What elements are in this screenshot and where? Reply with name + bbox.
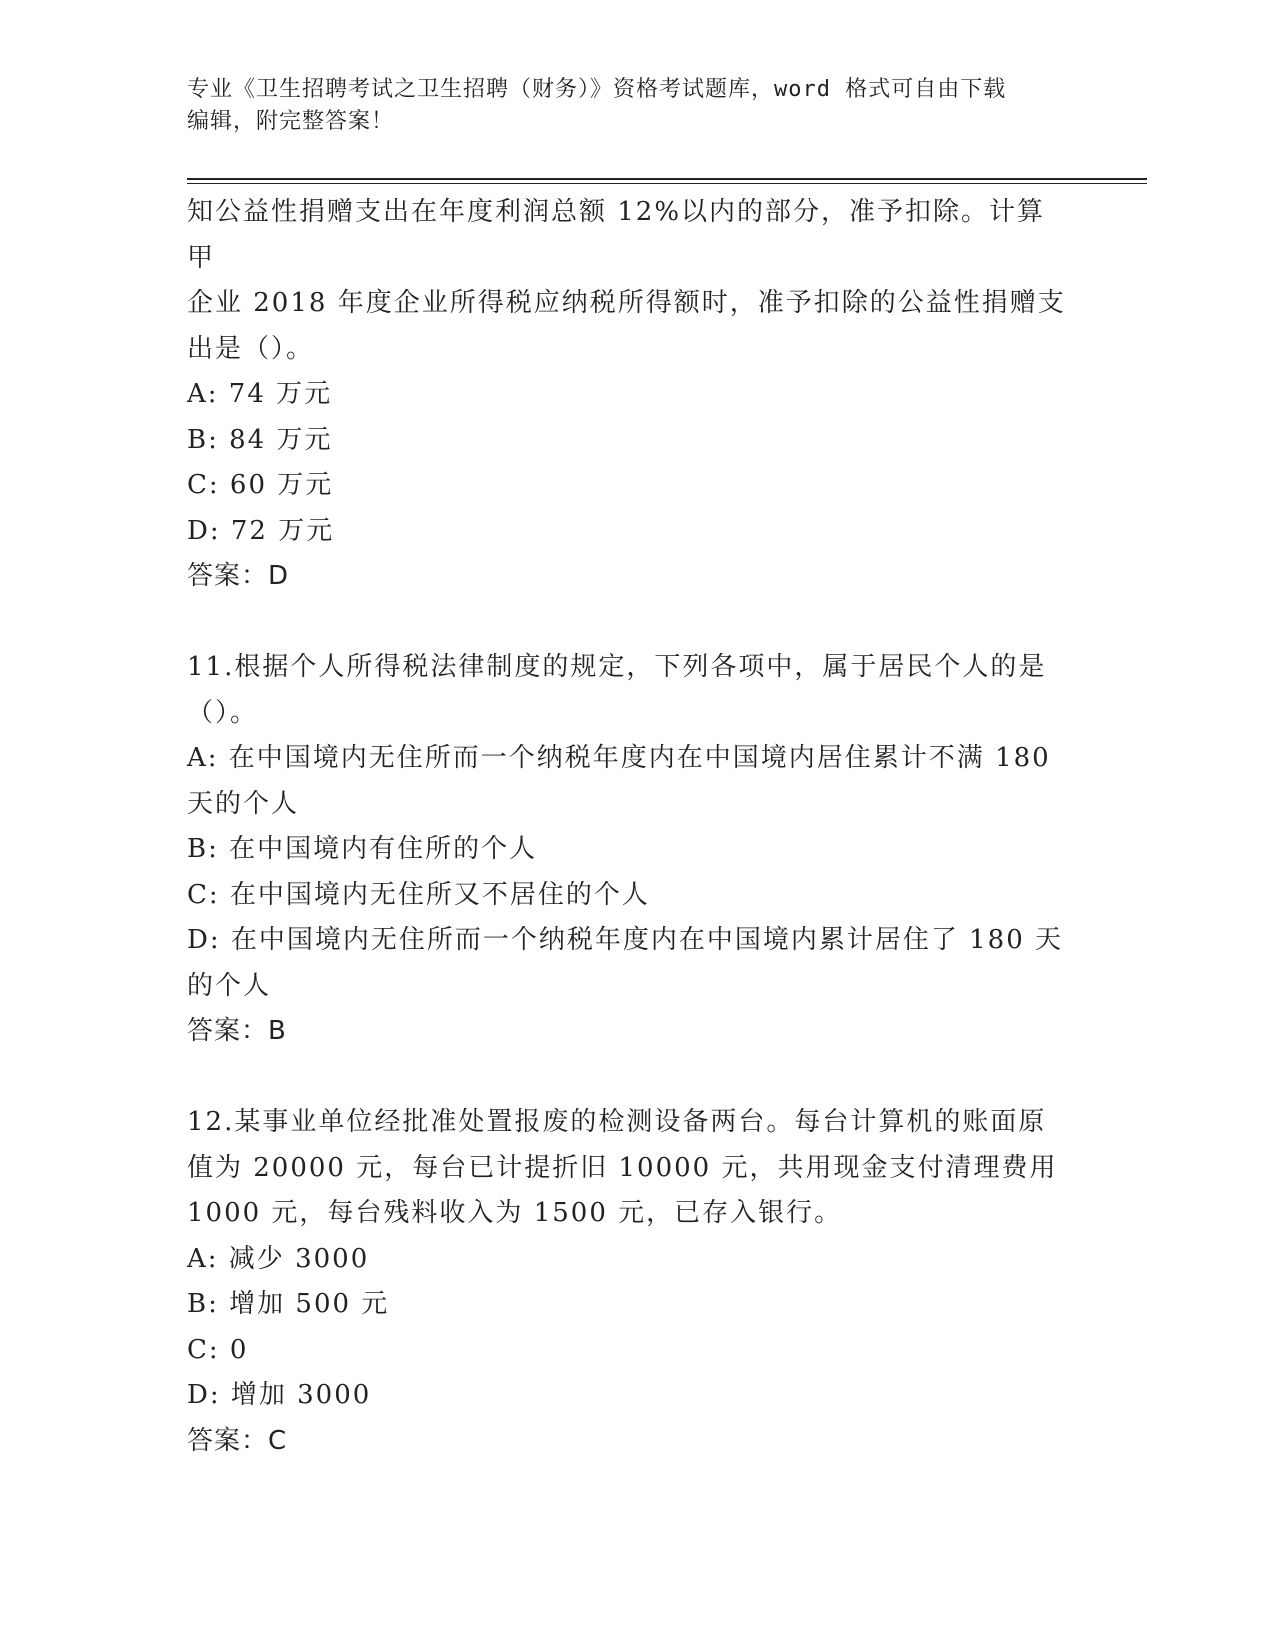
option-a: A: 减少 3000: [187, 1243, 370, 1274]
answer-line: 答案：D: [187, 561, 290, 591]
option-a: A: 74 万元: [187, 379, 333, 409]
question-10: [187, 190, 1067, 600]
option-b: B: 增加 500 元: [187, 1289, 390, 1319]
answer-line: 答案：C: [187, 1425, 288, 1456]
question-spacer: [187, 1055, 1067, 1101]
option-c: C: 在中国境内无住所又不居住的个人: [187, 879, 650, 910]
question-stem-line: （）。: [187, 697, 259, 728]
option-d: D: 72 万元: [187, 515, 335, 546]
option-b: B: 84 万元: [187, 424, 333, 455]
question-stem-line: 值为 20000 元，每台已计提折旧 10000 元，共用现金支付清理费用: [187, 1152, 1058, 1183]
header-line-2: 编辑，附完整答案！: [187, 109, 395, 134]
document-header: [187, 74, 1087, 138]
question-stem-line: 出是（）。: [187, 333, 315, 364]
header-line-1: 专业《卫生招聘考试之卫生招聘（财务）》资格考试题库，word 格式可自由下载: [187, 77, 1007, 102]
header-divider-thick: [187, 178, 1147, 180]
option-d-continued: 的个人: [187, 970, 272, 1001]
header-divider-thin: [187, 183, 1147, 184]
question-12: [187, 1100, 1067, 1464]
option-a-continued: 天的个人: [187, 788, 300, 819]
question-stem-line: 知公益性捐赠支出在年度利润总额 12%以内的部分，准予扣除。计算甲: [187, 197, 1046, 273]
question-stem-line: 1000 元，每台残料收入为 1500 元，已存入银行。: [187, 1198, 843, 1228]
question-11: [187, 645, 1067, 1055]
option-a: A: 在中国境内无住所而一个纳税年度内在中国境内居住累计不满 180: [187, 743, 1051, 773]
option-b: B: 在中国境内有住所的个人: [187, 834, 538, 864]
option-d: D: 增加 3000: [187, 1380, 372, 1410]
question-stem-line: 12.某事业单位经批准处置报废的检测设备两台。每台计算机的账面原: [187, 1107, 1047, 1137]
question-spacer: [187, 600, 1067, 646]
question-stem-line: 企业 2018 年度企业所得税应纳税所得额时，准予扣除的公益性捐赠支: [187, 288, 1066, 318]
option-c: C: 0: [187, 1334, 249, 1365]
option-c: C: 60 万元: [187, 470, 334, 500]
option-d: D: 在中国境内无住所而一个纳税年度内在中国境内累计居住了 180 天: [187, 925, 1064, 955]
answer-line: 答案：B: [187, 1016, 287, 1046]
question-content: [187, 190, 1067, 1464]
question-stem-line: 11.根据个人所得税法律制度的规定，下列各项中，属于居民个人的是: [187, 652, 1047, 682]
